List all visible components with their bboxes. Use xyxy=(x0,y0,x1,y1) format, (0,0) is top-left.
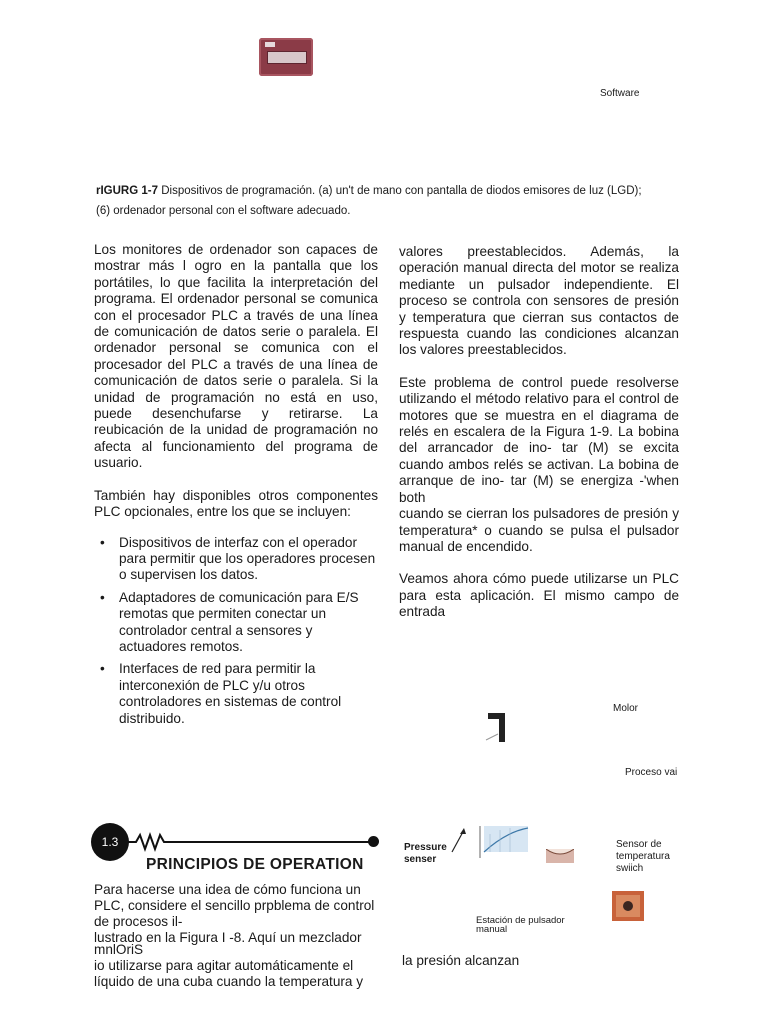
motor-label: Molor xyxy=(613,703,639,714)
right-paragraph-2: Este problema de control puede resolverse utilizando el método relativo para el control de motores que se muestra en el diagrama de relés en escalera de la Figura 1-9. La bobina del arrancador de ino- tar (M) se excita cuando ambos relés se activan. La bobina de arranque de ino- tar (M) se energiza -'when both xyxy=(399,374,679,505)
list-item: • Dispositivos de interfaz con el operador para permitir que los operadores procesen o supervisen los datos. xyxy=(100,534,376,583)
section-title: PRINCIPIOS DE OPERATION xyxy=(146,856,364,869)
section-rule-end xyxy=(368,836,379,847)
bottom-paragraph-start: Para hacerse una idea de cómo funciona un PLC, considere el sencillo prpblema de control de procesos il- xyxy=(94,882,375,929)
software-label: Software xyxy=(600,88,640,99)
section-rule xyxy=(172,841,370,843)
right-paragraph-1: valores preestablecidos. Además, la operación manual directa del motor se realiza mediante un pulsador independiente. El proceso se controla con sensores de presión y temperatura que cierran sus contactos de respuesta cuando las condiciones alcanzan los valores preestablecidos. xyxy=(399,244,679,358)
components-list xyxy=(94,535,378,727)
pushbutton-station-label: Estación de pulsador manual xyxy=(476,915,565,935)
bullet-icon: • xyxy=(100,534,105,550)
temperature-sensor-label: Sensor de temperatura swiich xyxy=(616,839,670,874)
bullet-icon: • xyxy=(100,589,105,605)
left-column xyxy=(94,242,378,733)
bottom-paragraph-line2: lustrado en la Figura I -8. Aquí un mezclador xyxy=(94,930,362,945)
list-item: • Adaptadores de comunicación para E/S remotas que permiten conectar un controlador central a sensores y actuadores remotos. xyxy=(100,589,359,654)
pressure-reach-text: la presión alcanzan xyxy=(402,953,520,968)
bullet-icon: • xyxy=(100,661,105,677)
resistor-icon xyxy=(128,832,174,852)
temperature-switch-icon xyxy=(612,891,644,921)
device-button xyxy=(265,42,275,47)
figure-caption xyxy=(96,181,676,221)
caption-line-2: (6) ordenador personal con el software adecuado. xyxy=(96,205,351,217)
section-number-badge: 1.3 xyxy=(91,823,129,861)
handheld-programmer-image xyxy=(259,38,313,76)
caption-line-1: Dispositivos de programación. (a) un't de mano con pantalla de diodos emisores de luz (LGD); xyxy=(161,185,642,197)
bottom-paragraph-line3: mnlOriS xyxy=(94,942,144,957)
right-column xyxy=(399,244,679,621)
left-paragraph-2: También hay disponibles otros componentes PLC opcionales, entre los que se incluyen: xyxy=(94,487,378,520)
agitator-icon xyxy=(546,849,574,863)
list-item: • Interfaces de red para permitir la interconexión de PLC y/u otros controladores en sistemas de control distribuido. xyxy=(100,661,342,726)
figure-label: rIGURG 1-7 xyxy=(96,185,158,197)
right-paragraph-3: Veamos ahora cómo puede utilizarse un PLC para esta aplicación. El mismo campo de entrada xyxy=(399,571,679,620)
right-paragraph-2-cont: cuando se cierran los pulsadores de presión y temperatura* o cuando se pulsa el pulsador manual de encendido. xyxy=(399,506,679,554)
pressure-sensor-label: Pressure senser xyxy=(404,842,447,865)
process-label: Proceso vai xyxy=(625,767,678,778)
mixer-motor-shaft-icon xyxy=(484,712,510,746)
left-paragraph-1: Los monitores de ordenador son capaces de mostrar más l ogro en la pantalla que los portátiles, lo que facilita la interpretación del programa. El ordenador personal se comunica con el procesador PLC a través de una línea de comunicación de datos serie o paralela. El ordenador personal se comunica con el procesador del PLC a través de una línea de comunicación de datos serie o paralela. Si la unidad de programación no está en uso, puede desenchufarse y retirarse. La reubicación de la unidad de programación no afecta al funcionamiento del programa de usuario. xyxy=(94,242,378,471)
bottom-paragraph-line4: io utilizarse para agitar automáticamente el líquido de una cuba cuando la temperatura y xyxy=(94,958,364,989)
tank-diagram xyxy=(450,824,540,860)
device-led-display xyxy=(267,51,307,64)
